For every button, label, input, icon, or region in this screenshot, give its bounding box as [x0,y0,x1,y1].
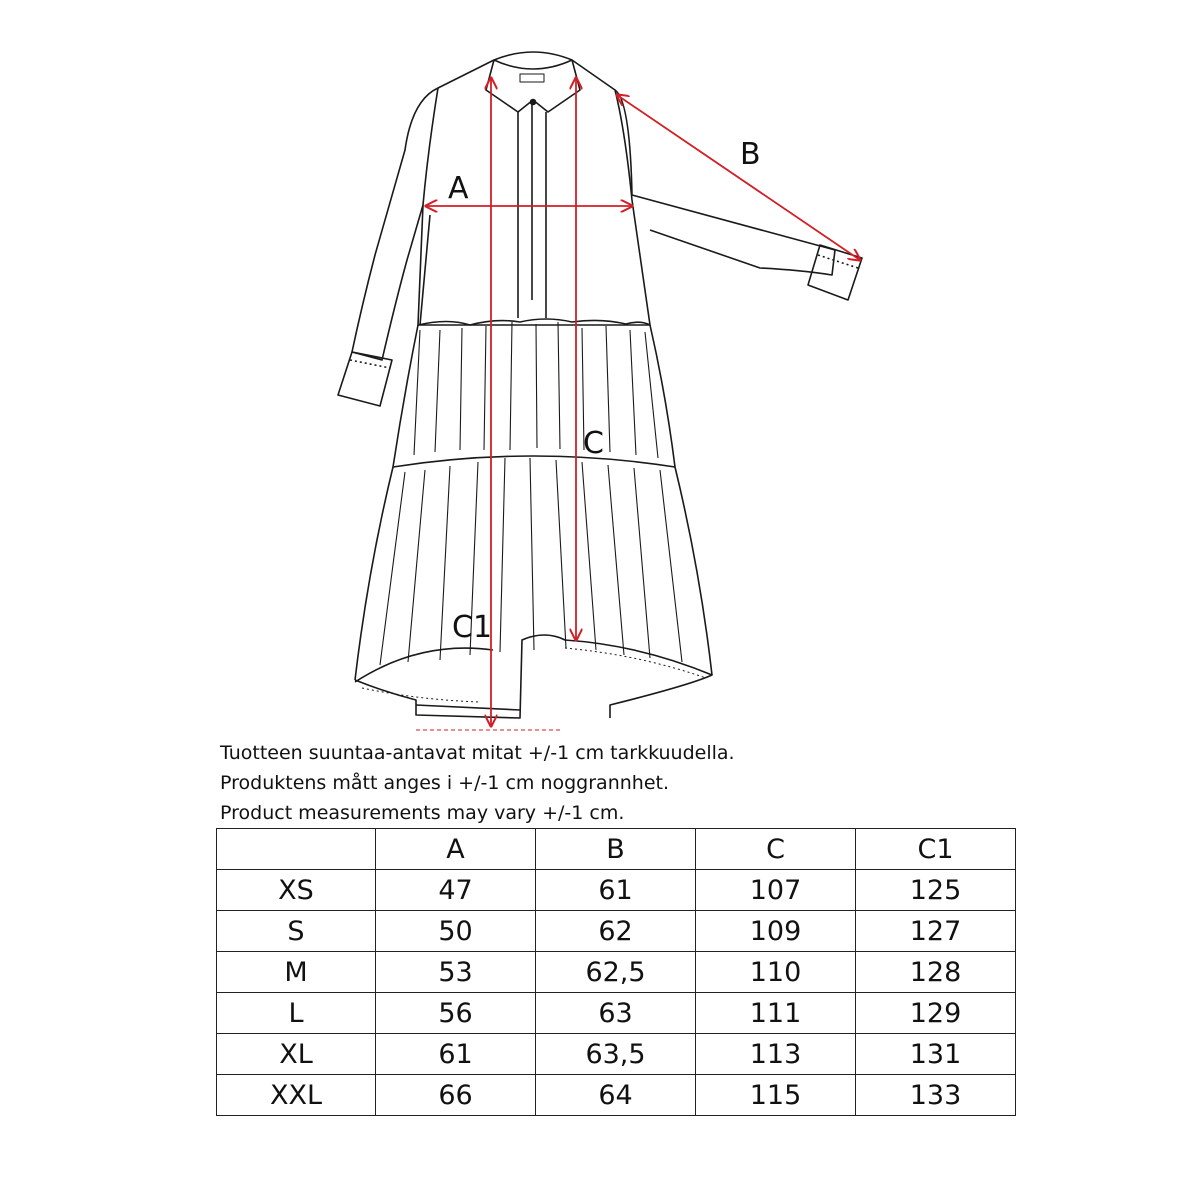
cell-b: 63,5 [536,1034,696,1075]
header-a: A [376,829,536,870]
measurement-notes [220,738,735,828]
table-row [217,952,1016,993]
cell-c: 109 [696,911,856,952]
tier-1-gathers [414,322,658,458]
header-c1: C1 [856,829,1016,870]
cell-size: XXL [217,1075,376,1116]
tier-2-gathers [380,458,682,665]
table-row [217,911,1016,952]
label-c: C [583,426,604,461]
cell-c: 107 [696,870,856,911]
measure-line-b [617,95,860,260]
note-swedish: Produktens mått anges i +/-1 cm noggrannhet. [220,772,669,794]
cell-a: 56 [376,993,536,1034]
cell-a: 66 [376,1075,536,1116]
brand-tag [520,74,544,82]
cell-b: 62 [536,911,696,952]
placket [518,100,546,318]
cell-b: 63 [536,993,696,1034]
cell-b: 62,5 [536,952,696,993]
table-row [217,1034,1016,1075]
cell-c1: 133 [856,1075,1016,1116]
cell-b: 64 [536,1075,696,1116]
label-a: A [448,171,469,206]
note-finnish: Tuotteen suuntaa-antavat mitat +/-1 cm tarkkuudella. [220,742,735,764]
table-header-row [217,829,1016,870]
cell-c1: 131 [856,1034,1016,1075]
left-sleeve [352,88,438,360]
table-row [217,870,1016,911]
cell-c1: 128 [856,952,1016,993]
cell-a: 47 [376,870,536,911]
label-c1: C1 [452,610,493,645]
note-english: Product measurements may vary +/-1 cm. [220,802,625,824]
header-size [217,829,376,870]
right-sleeve [615,90,835,275]
cell-size: L [217,993,376,1034]
cell-a: 53 [376,952,536,993]
left-cuff [338,352,392,406]
header-b: B [536,829,696,870]
cell-c1: 125 [856,870,1016,911]
table-row [217,1075,1016,1116]
cell-c1: 129 [856,993,1016,1034]
table-row [217,993,1016,1034]
dress-outline [338,52,862,730]
cell-size: S [217,911,376,952]
label-b: B [740,137,761,172]
cell-a: 61 [376,1034,536,1075]
cell-size: XS [217,870,376,911]
collar-button [531,100,536,105]
cell-c: 115 [696,1075,856,1116]
size-table [216,828,1016,1116]
cell-c1: 127 [856,911,1016,952]
cell-b: 61 [536,870,696,911]
cell-c: 111 [696,993,856,1034]
cell-a: 50 [376,911,536,952]
header-c: C [696,829,856,870]
cell-c: 113 [696,1034,856,1075]
cell-size: M [217,952,376,993]
cell-c: 110 [696,952,856,993]
cell-size: XL [217,1034,376,1075]
